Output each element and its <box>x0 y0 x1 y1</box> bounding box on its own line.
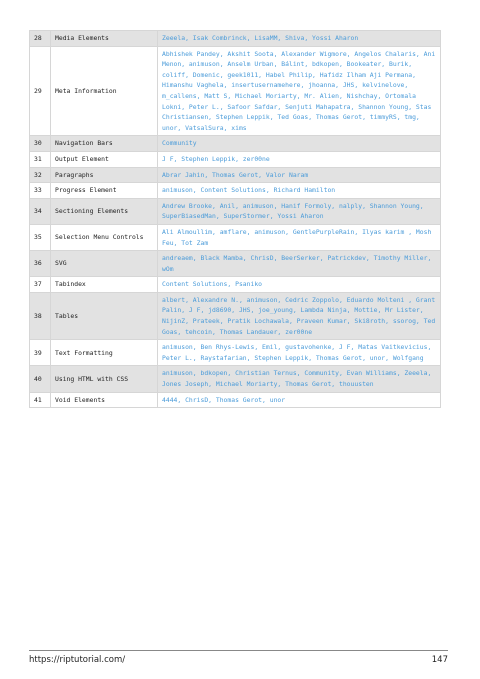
chapter-number: 33 <box>30 183 51 199</box>
contributor-list[interactable]: animuson, Ben Rhys-Lewis, Emil, gustavohenke, J F, Matas Vaitkevicius, Peter L., Raystafarian, Stephen Leppik, Thomas Gerot, unor, Wolfgang <box>158 340 441 366</box>
chapter-number: 37 <box>30 277 51 293</box>
contributor-list[interactable]: Andrew Brooke, Anil, animuson, Hanif Formoly, nalply, Shannon Young, SuperBiasedMan, SuperStormer, Yossi Aharon <box>158 198 441 224</box>
contributor-list[interactable]: Ali Almoullim, amflare, animuson, GentlePurpleRain, Ilyas karim , Mosh Feu, Tot Zam <box>158 224 441 250</box>
page-footer <box>29 650 448 665</box>
chapter-title: Progress Element <box>51 183 158 199</box>
chapter-number: 41 <box>30 392 51 408</box>
chapter-title: Navigation Bars <box>51 136 158 152</box>
chapter-title: Paragraphs <box>51 167 158 183</box>
chapter-title: SVG <box>51 251 158 277</box>
page-number: 147 <box>431 655 448 665</box>
chapter-title: Tables <box>51 292 158 339</box>
table-row <box>30 251 441 277</box>
table-row <box>30 136 441 152</box>
chapter-title: Void Elements <box>51 392 158 408</box>
chapter-title: Sectioning Elements <box>51 198 158 224</box>
contributor-list[interactable]: albert, Alexandre N., animuson, Cedric Zoppolo, Eduardo Molteni , Grant Palin, J F, jd8690, JHS, joe_young, Lambda Ninja, Mottie, Mr Lister, NijinZ, Prateek, Pratik Lochawala, Praveen Kumar, Ski8roth, ssorog, Ted Goas, tehcoin, Thomas Landauer, zer00ne <box>158 292 441 339</box>
contributor-list[interactable]: J F, Stephen Leppik, zer00ne <box>158 151 441 167</box>
table-row <box>30 277 441 293</box>
table-row <box>30 340 441 366</box>
table-row <box>30 224 441 250</box>
chapter-number: 30 <box>30 136 51 152</box>
chapter-number: 28 <box>30 31 51 47</box>
table-row <box>30 183 441 199</box>
contributor-list[interactable]: 4444, ChrisD, Thomas Gerot, unor <box>158 392 441 408</box>
chapter-title: Text Formatting <box>51 340 158 366</box>
contributor-list[interactable]: Community <box>158 136 441 152</box>
table-row <box>30 366 441 392</box>
table-row <box>30 292 441 339</box>
contributors-table <box>29 30 441 408</box>
table-row <box>30 46 441 136</box>
contributor-list[interactable]: Zeeela, Isak Combrinck, LisaMM, Shiva, Yossi Aharon <box>158 31 441 47</box>
contributor-list[interactable]: andreaem, Black Mamba, ChrisD, BeerSerker, Patrickdev, Timothy Miller, wOm <box>158 251 441 277</box>
contributor-list[interactable]: Content Solutions, Psaniko <box>158 277 441 293</box>
contributor-list[interactable]: Abrar Jahin, Thomas Gerot, Valor Naram <box>158 167 441 183</box>
contributor-list[interactable]: Abhishek Pandey, Akshit Soota, Alexander Wigmore, Angelos Chalaris, Ani Menon, animuson, Anselm Urban, Bálint, bdkopen, Bookeater, Burik, coliff, Domenic, geek1011, Habel Philip, Hafidz Ilham Aji Permana, Himanshu Vaghela, insertusernamehere, jhoanna, JHS, kelvinelove, m_callens, Matt S, Michael Moriarty, Mr. Alien, Nishchay, Ortomala Lokni, Peter L., Safoor Safdar, Senjuti Mahapatra, Shannon Young, Stas Christiansen, Stephen Leppik, Ted Goas, Thomas Gerot, timmyRS, tmg, unor, VatsalSura, xims <box>158 46 441 136</box>
table-row <box>30 31 441 47</box>
contributor-list[interactable]: animuson, Content Solutions, Richard Hamilton <box>158 183 441 199</box>
chapter-number: 32 <box>30 167 51 183</box>
contributor-list[interactable]: animuson, bdkopen, Christian Ternus, Community, Evan Williams, Zeeela, Jones Joseph, Michael Moriarty, Thomas Gerot, thouusten <box>158 366 441 392</box>
chapter-title: Meta Information <box>51 46 158 136</box>
footer-url-link[interactable]: https://riptutorial.com/ <box>29 655 126 665</box>
chapter-title: Media Elements <box>51 31 158 47</box>
chapter-number: 34 <box>30 198 51 224</box>
chapter-number: 36 <box>30 251 51 277</box>
chapter-title: Tabindex <box>51 277 158 293</box>
chapter-title: Output Element <box>51 151 158 167</box>
chapter-number: 35 <box>30 224 51 250</box>
chapter-number: 39 <box>30 340 51 366</box>
chapter-number: 31 <box>30 151 51 167</box>
chapter-number: 29 <box>30 46 51 136</box>
table-row <box>30 392 441 408</box>
table-row <box>30 198 441 224</box>
chapter-number: 38 <box>30 292 51 339</box>
table-row <box>30 151 441 167</box>
chapter-title: Using HTML with CSS <box>51 366 158 392</box>
table-row <box>30 167 441 183</box>
chapter-number: 40 <box>30 366 51 392</box>
chapter-title: Selection Menu Controls <box>51 224 158 250</box>
